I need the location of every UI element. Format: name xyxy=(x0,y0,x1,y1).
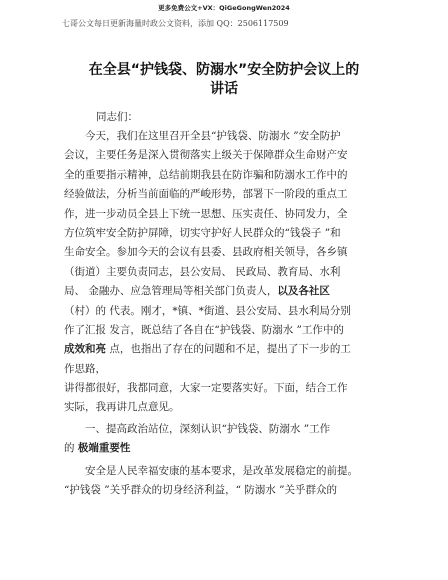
paragraph-1-line: 作了汇报 发言，既总结了各自在“护钱袋、防溺水 ”工作中的 xyxy=(64,323,344,336)
paragraph-1-line: 实际，我再讲几点意见。 xyxy=(64,401,180,414)
paragraph-1-line: 今天，我们在这里召开全县“护钱袋、防溺水 ”安全防护 xyxy=(85,130,341,142)
title-line-2: 讲话 xyxy=(210,81,238,97)
paragraph-1-line: 局、 金融办、应急管理局等相关部门负责人，以及各社区 xyxy=(64,285,330,298)
paragraph-1-line: 成效和亮 点，也指出了存在的问题和不足，提出了下一步的工 xyxy=(64,343,351,356)
paragraph-1-line: 作思路， xyxy=(64,362,106,375)
paragraph-1-line: 经验做法，分析当前面临的严峻形势，部署下一阶段的重点工 xyxy=(64,188,348,201)
paragraph-1-line: 全的重要指示精神，总结前期我县在防诈骗和防溺水工作中的 xyxy=(64,168,348,181)
header-note: 七哥公文每日更新海量时政公文资料，添加 QQ：2506117509 xyxy=(62,19,289,28)
paragraph-1-line: （村）的 代表。刚才，*镇、*街道、县公安局、县水利局分别 xyxy=(64,304,351,317)
paragraph-1-line: 生命安全。参加今天的会议有县委、县政府相关领导，各乡镇 xyxy=(64,246,348,259)
emphasis-text: 极端重要性 xyxy=(77,442,131,455)
section-heading-1: 一、提高政治站位，深刻认识“护钱袋、防溺水 ”工作 xyxy=(85,422,331,435)
watermark-text: 更多免费公文+VX：QiGeGongWen2024 xyxy=(158,4,290,12)
paragraph-1-line: 讲得都很好，我都同意，大家一定要落实好。下面，结合工作 xyxy=(64,382,348,395)
salutation: 同志们： xyxy=(96,111,138,123)
emphasis-text: 以及各社区 xyxy=(277,285,330,298)
emphasis-text: 成效和亮 xyxy=(64,343,106,356)
document-body xyxy=(64,127,390,500)
paragraph-2-line: “护钱袋 ”关乎群众的切身经济利益，“ 防溺水 ”关乎群众的 xyxy=(64,484,337,497)
paragraph-2-line: 安全是人民幸福安康的基本要求，是改革发展稳定的前提。 xyxy=(85,464,358,477)
paragraph-1-line: （街道）主要负责同志，县公安局、 民政局、教育局、水利 xyxy=(64,265,341,278)
section-heading-1: 的 极端重要性 xyxy=(64,442,131,455)
paragraph-1-line: 会议，主要任务是深入贯彻落实上级关于保障群众生命财产安 xyxy=(64,149,348,162)
document-title xyxy=(58,61,390,99)
title-line-1: 在全县“护钱袋、防溺水”安全防护会议上的 xyxy=(88,62,360,78)
paragraph-1-line: 作，进一步动员全县上下统一思想、压实责任、协同发力，全 xyxy=(64,207,348,220)
paragraph-1-line: 方位筑牢安全防护屏障，切实守护好人民群众的“钱袋子 ”和 xyxy=(64,226,341,239)
